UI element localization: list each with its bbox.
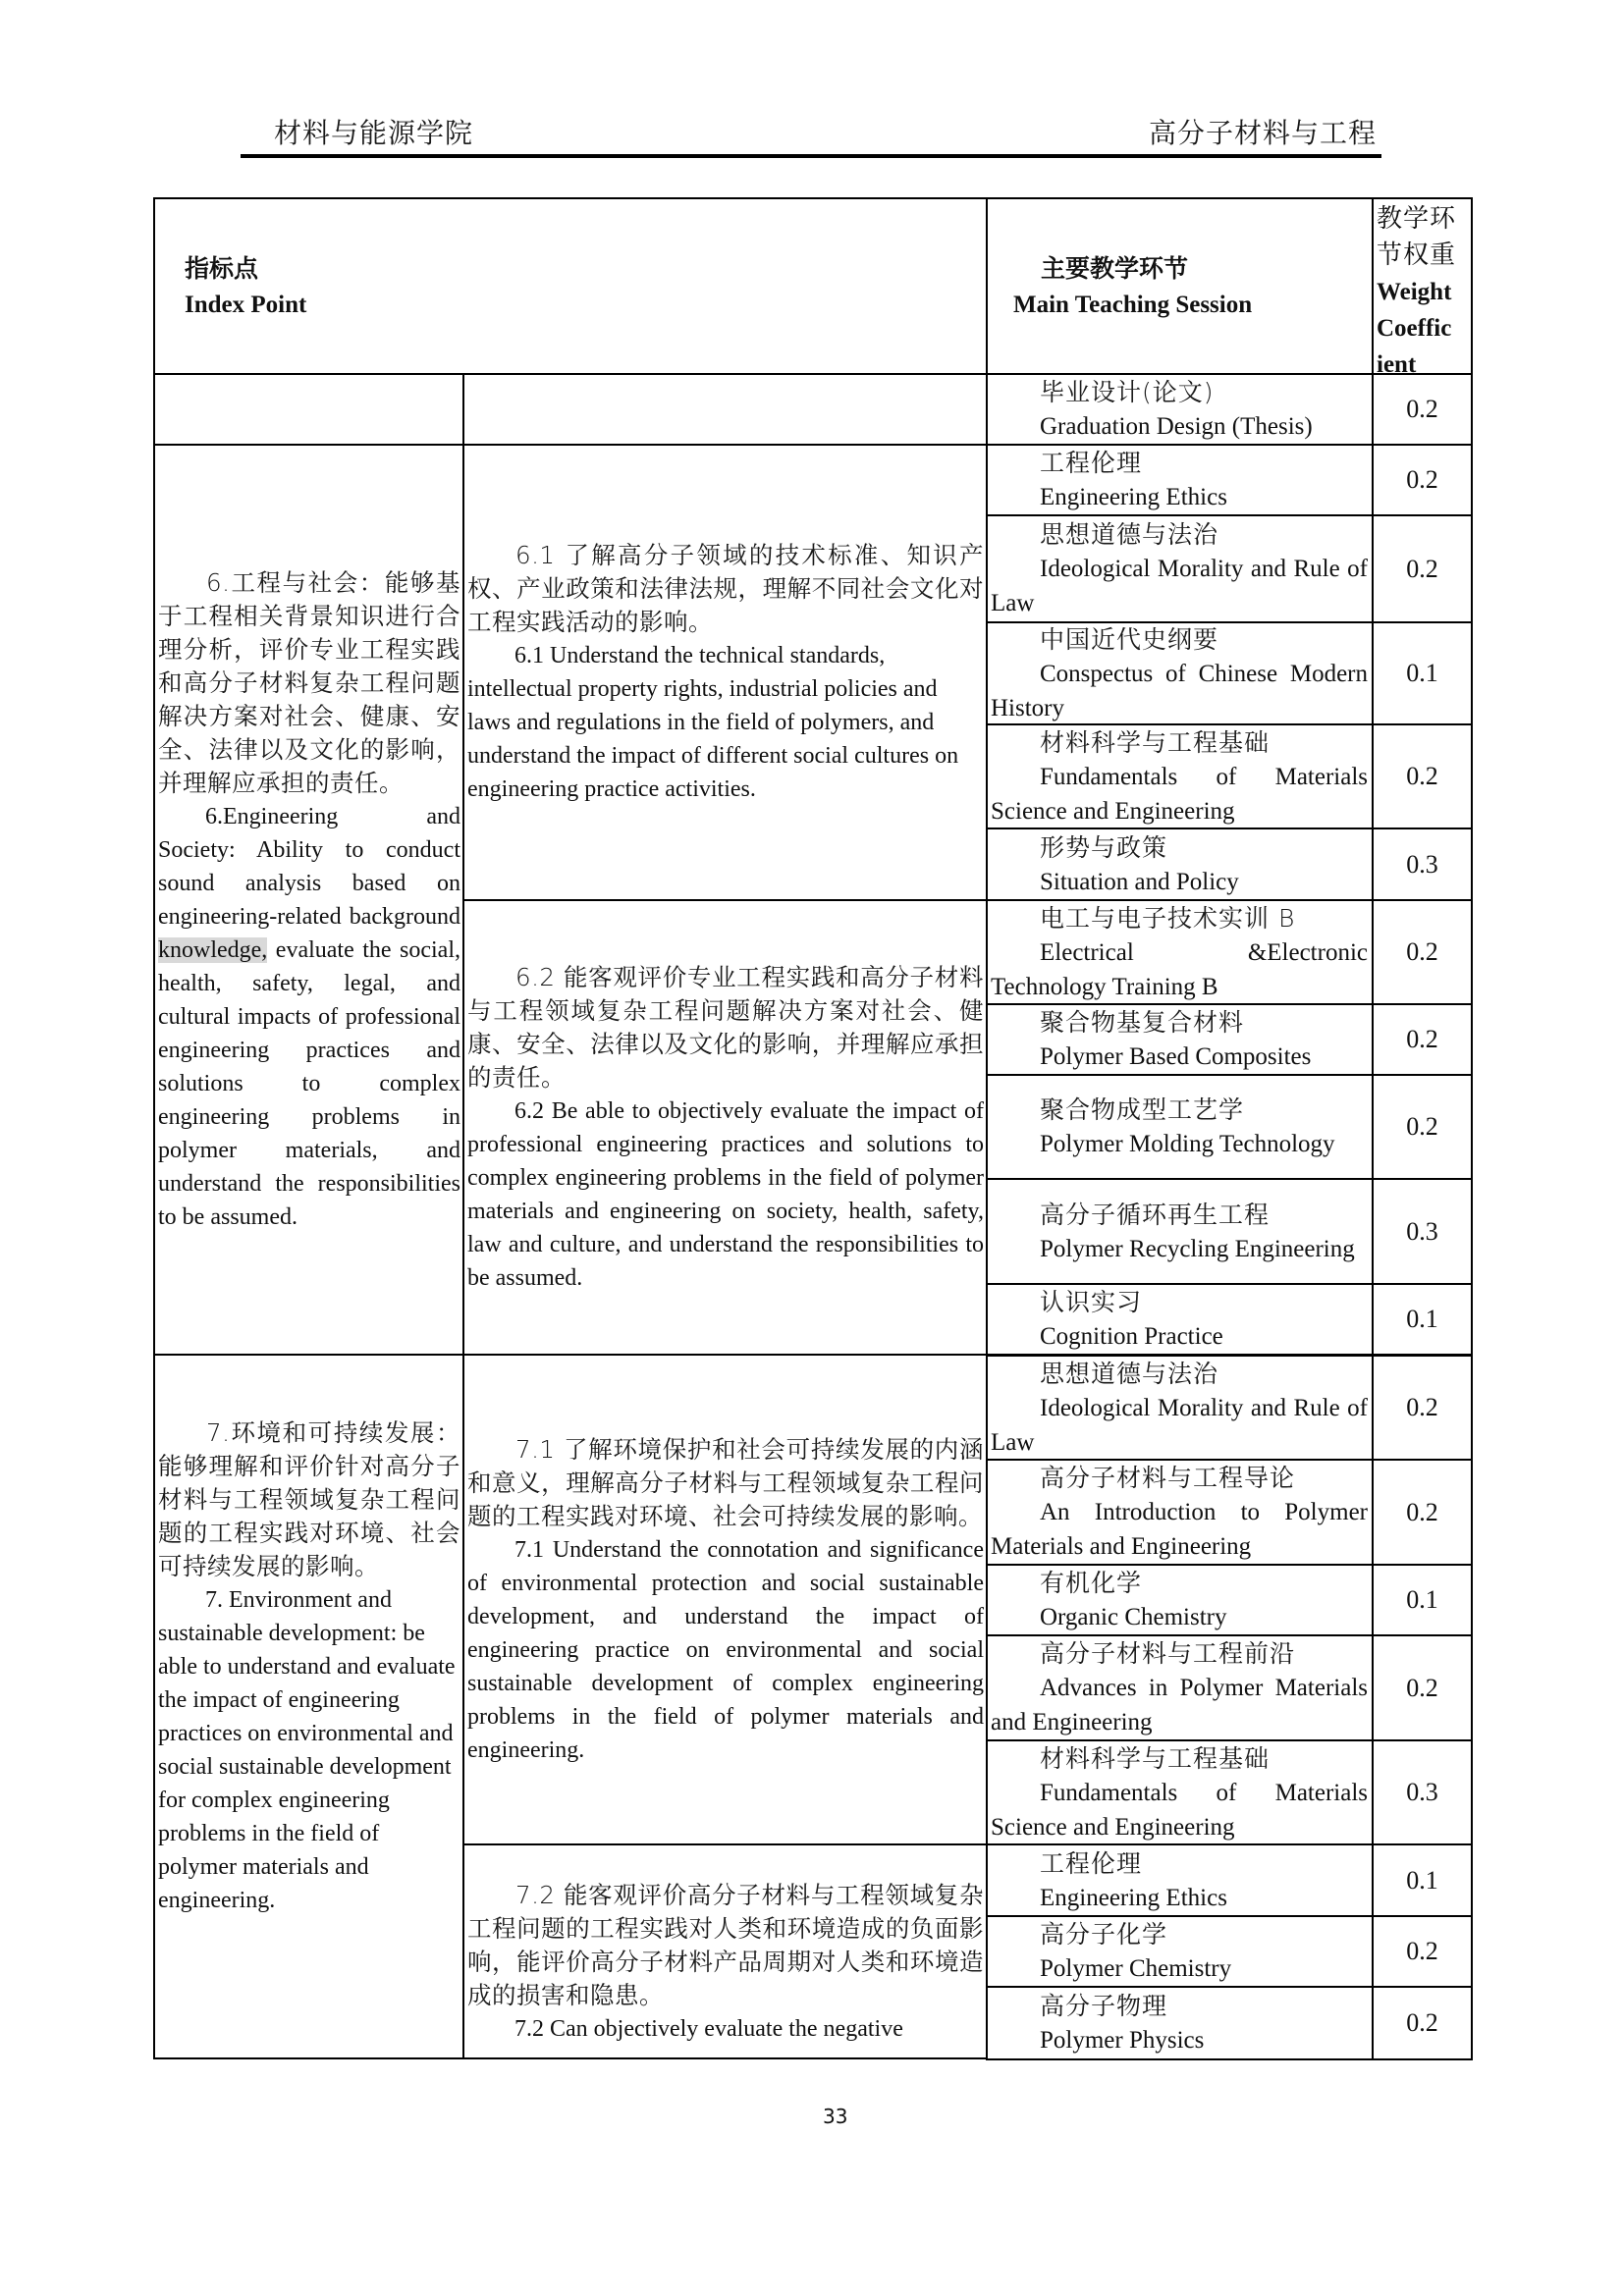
- indicator-table: [153, 197, 1473, 2059]
- course-name-en: Engineering Ethics: [1040, 1884, 1227, 1911]
- course-cell: [986, 373, 1374, 446]
- index-point-6-cell: [153, 444, 464, 1356]
- header-weight: [1372, 197, 1473, 375]
- course-name-zh: 高分子材料与工程前沿: [1040, 1639, 1296, 1668]
- index-point-7-cell: [153, 1354, 464, 2059]
- course-name-zh: 工程伦理: [1040, 1848, 1143, 1878]
- course-cell: [986, 1074, 1374, 1180]
- sub-point-6-2-en: 6.2 Be able to objectively evaluate the impact of professional engineering practices and solutions to complex engineering problems in the field of polymer materials and engineering on society, health, safety, law and culture, and understand the responsibilities to be assumed.: [467, 1097, 984, 1291]
- course-name-en: Fundamentals of Materials Science and Engineering: [991, 763, 1368, 825]
- course-cell: [986, 899, 1374, 1005]
- course-cell: [986, 514, 1374, 623]
- weight-value: 0.2: [1406, 1673, 1438, 1702]
- course-name-zh: 形势与政策: [1040, 832, 1168, 862]
- course-cell: [986, 1915, 1374, 1988]
- course-cell: [986, 1986, 1374, 2060]
- course-cell: [986, 1355, 1374, 1461]
- sub-point-7-2-cell: [462, 1843, 988, 2059]
- course-name-en: Fundamentals of Materials Science and Engineering: [991, 1779, 1368, 1841]
- header-main-session-zh: 主要教学环节: [1041, 254, 1189, 283]
- weight-value: 0.2: [1406, 762, 1438, 790]
- course-name-zh: 材料科学与工程基础: [1040, 727, 1271, 757]
- course-name-zh: 高分子材料与工程导论: [1040, 1464, 1296, 1492]
- weight-cell: [1372, 1355, 1473, 1461]
- weight-value: 0.1: [1406, 1585, 1438, 1614]
- index-point-6-zh: 6.工程与社会：能够基于工程相关背景知识进行合理分析，评价专业工程实践和高分子材料复杂工程问题解决方案对社会、健康、安全、法律以及文化的影响，并理解应承担的责任。: [158, 567, 460, 797]
- course-cell: [986, 1739, 1374, 1845]
- index-point-6-en-part2: evaluate the social, health, safety, legal, and cultural impacts of professional engineering practices and solutions to complex engineering problems in polymer materials, and understand the responsibilities to be assumed.: [158, 936, 460, 1230]
- course-cell: [986, 1283, 1374, 1356]
- course-name-zh: 高分子化学: [1040, 1920, 1168, 1949]
- header-index-point-en: Index Point: [185, 292, 307, 318]
- course-name-en: Electrical &Electronic Technology Training B: [991, 938, 1368, 1000]
- course-name-zh: 毕业设计(论文): [1040, 378, 1215, 406]
- sub-point-7-1-cell: [462, 1354, 988, 1845]
- weight-value: 0.3: [1406, 849, 1438, 879]
- course-name-zh: 电工与电子技术实训 B: [1040, 903, 1296, 933]
- weight-cell: [1372, 1074, 1473, 1180]
- header-main-session-en: Main Teaching Session: [1013, 292, 1253, 318]
- sub-point-7-1-en: 7.1 Understand the connotation and significance of environmental protection and social sustainable development, and understand the impact of engineering practice on environmental and social sustainable development of complex engineering problems in the field of polymer materials and engineering.: [467, 1536, 984, 1763]
- header-weight-en-1: Weight: [1377, 279, 1452, 305]
- course-name-zh: 高分子物理: [1040, 1992, 1168, 2020]
- weight-cell: [1372, 621, 1473, 725]
- weight-value: 0.1: [1406, 1865, 1438, 1895]
- weight-cell: [1372, 1986, 1473, 2060]
- header-weight-zh-2: 节权重: [1377, 240, 1457, 270]
- course-name-en: Engineering Ethics: [1040, 484, 1227, 510]
- course-name-zh: 材料科学与工程基础: [1040, 1743, 1271, 1773]
- carryover-index-cell: [153, 373, 464, 446]
- sub-point-6-1-cell: [462, 444, 988, 901]
- course-name-en: Ideological Morality and Rule of Law: [991, 556, 1368, 616]
- header-main-session: [986, 197, 1374, 375]
- course-cell: [986, 1634, 1374, 1741]
- course-name-zh: 认识实习: [1040, 1288, 1143, 1316]
- index-point-7-en: 7. Environment and sustainable development: be able to understand and evaluate the impact of engineering practices on environmental and social sustainable development for complex engineering problems in the field of polymer materials and engineering.: [158, 1587, 456, 1913]
- course-name-zh: 思想道德与法治: [1040, 1359, 1219, 1388]
- weight-value: 0.1: [1406, 659, 1438, 687]
- course-name-en: Organic Chemistry: [1040, 1604, 1227, 1630]
- weight-cell: [1372, 723, 1473, 829]
- course-name-zh: 聚合物基复合材料: [1040, 1008, 1245, 1037]
- course-name-en: Ideological Morality and Rule of Law: [991, 1394, 1368, 1456]
- page-number: 33: [823, 2105, 848, 2128]
- weight-value: 0.2: [1406, 1112, 1438, 1141]
- weight-cell: [1372, 444, 1473, 516]
- weight-cell: [1372, 1459, 1473, 1566]
- weight-value: 0.2: [1406, 554, 1438, 583]
- course-cell: [986, 1003, 1374, 1076]
- sub-point-7-1-zh: 7.1 了解环境保护和社会可持续发展的内涵和意义，理解高分子材料与工程领域复杂工程问题的工程实践对环境、社会可持续发展的影响。: [467, 1434, 984, 1530]
- course-name-en: Polymer Based Composites: [1040, 1043, 1312, 1070]
- weight-value: 0.1: [1406, 1305, 1438, 1333]
- index-point-7-zh: 7.环境和可持续发展：能够理解和评价针对高分子材料与工程领域复杂工程问题的工程实践对环境、社会可持续发展的影响。: [158, 1418, 460, 1580]
- course-name-zh: 思想道德与法治: [1040, 520, 1219, 549]
- course-name-zh: 有机化学: [1040, 1569, 1143, 1597]
- header-index-point: [153, 197, 988, 375]
- course-name-en: Cognition Practice: [1040, 1323, 1223, 1350]
- header-weight-zh-1: 教学环: [1377, 204, 1457, 234]
- weight-cell: [1372, 1178, 1473, 1285]
- weight-value: 0.2: [1406, 1497, 1438, 1526]
- header-index-point-zh: 指标点: [185, 254, 259, 283]
- course-name-en: Situation and Policy: [1040, 868, 1239, 895]
- course-cell: [986, 1178, 1374, 1285]
- header-rule: [241, 154, 1381, 158]
- page-header-major: 高分子材料与工程: [1149, 117, 1378, 149]
- course-name-en: Conspectus of Chinese Modern History: [991, 660, 1368, 721]
- weight-cell: [1372, 373, 1473, 446]
- weight-cell: [1372, 828, 1473, 901]
- weight-value: 0.2: [1406, 937, 1438, 966]
- sub-point-7-2-zh: 7.2 能客观评价高分子材料与工程领域复杂工程问题的工程实践对人类和环境造成的负面影响，能评价高分子材料产品周期对人类和环境造成的损害和隐患。: [467, 1881, 984, 2009]
- sub-point-6-1-en: 6.1 Understand the technical standards, intellectual property rights, industrial policies and laws and regulations in the field of polymers, and understand the impact of different social cultures on engineering practice activities.: [467, 643, 959, 802]
- weight-cell: [1372, 899, 1473, 1005]
- course-name-zh: 中国近代史纲要: [1040, 624, 1219, 654]
- course-name-en: An Introduction to Polymer Materials and Engineering: [991, 1499, 1368, 1560]
- weight-value: 0.3: [1406, 1778, 1438, 1806]
- weight-value: 0.3: [1406, 1216, 1438, 1246]
- course-name-en: Polymer Recycling Engineering: [1040, 1235, 1355, 1262]
- weight-cell: [1372, 1739, 1473, 1845]
- header-weight-en-3: ient: [1377, 351, 1417, 375]
- weight-value: 0.2: [1406, 1937, 1438, 1965]
- weight-cell: [1372, 1283, 1473, 1356]
- highlighted-word: knowledge,: [158, 936, 268, 963]
- weight-cell: [1372, 1843, 1473, 1917]
- course-cell: [986, 621, 1374, 725]
- weight-value: 0.2: [1406, 2008, 1438, 2037]
- weight-value: 0.2: [1406, 395, 1438, 423]
- index-point-6-en: [155, 800, 462, 1234]
- sub-point-6-1-zh: 6.1 了解高分子领域的技术标准、知识产权、产业政策和法律法规，理解不同社会文化对工程实践活动的影响。: [467, 541, 984, 636]
- weight-cell: [1372, 514, 1473, 623]
- course-cell: [986, 828, 1374, 901]
- weight-cell: [1372, 1003, 1473, 1076]
- course-name-zh: 工程伦理: [1040, 449, 1143, 477]
- course-name-en: Polymer Chemistry: [1040, 1955, 1232, 1982]
- sub-point-6-2-cell: [462, 899, 988, 1356]
- course-cell: [986, 1564, 1374, 1636]
- course-name-en: Advances in Polymer Materials and Engineering: [991, 1675, 1368, 1735]
- course-name-zh: 高分子循环再生工程: [1040, 1200, 1271, 1229]
- index-point-6-en-part1: 6.Engineering and Society: Ability to conduct sound analysis based on engineering-related background: [158, 803, 460, 930]
- course-cell: [986, 723, 1374, 829]
- weight-cell: [1372, 1915, 1473, 1988]
- course-name-en: Polymer Molding Technology: [1040, 1131, 1335, 1157]
- weight-value: 0.2: [1406, 1393, 1438, 1421]
- weight-value: 0.2: [1406, 465, 1438, 494]
- course-cell: [986, 1843, 1374, 1917]
- header-weight-en-2: Coeffic: [1377, 315, 1452, 342]
- course-name-zh: 聚合物成型工艺学: [1040, 1095, 1245, 1124]
- weight-value: 0.2: [1406, 1025, 1438, 1053]
- course-cell: [986, 1459, 1374, 1566]
- weight-cell: [1372, 1564, 1473, 1636]
- carryover-subpoint-cell: [462, 373, 988, 446]
- course-name-en: Graduation Design (Thesis): [1040, 413, 1313, 440]
- sub-point-7-2-en: 7.2 Can objectively evaluate the negative: [514, 2016, 903, 2042]
- page-header-school: 材料与能源学院: [274, 117, 474, 149]
- course-name-en: Polymer Physics: [1040, 2027, 1205, 2054]
- weight-cell: [1372, 1634, 1473, 1741]
- sub-point-6-2-zh: 6.2 能客观评价专业工程实践和高分子材料与工程领域复杂工程问题解决方案对社会、健康、安全、法律以及文化的影响，并理解应承担的责任。: [467, 962, 984, 1092]
- course-cell: [986, 444, 1374, 516]
